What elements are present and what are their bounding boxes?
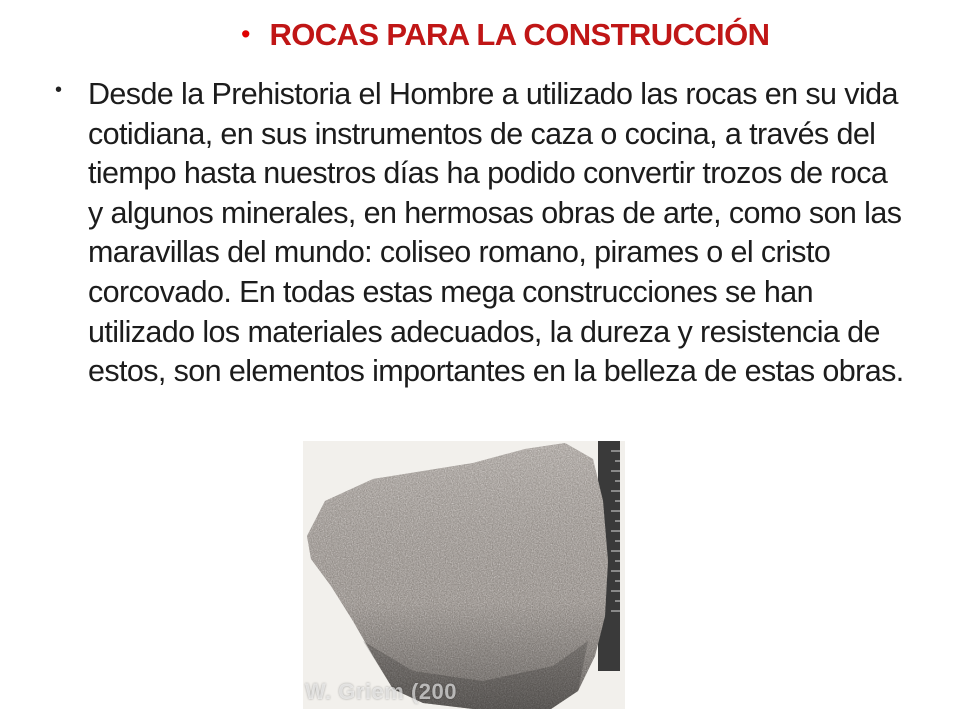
body-paragraph xyxy=(88,75,948,392)
body-line: utilizado los materiales adecuados, la dureza y resistencia de xyxy=(88,314,880,349)
body-line: tiempo hasta nuestros días ha podido convertir trozos de roca xyxy=(88,156,888,191)
title-row xyxy=(241,12,941,56)
title-bullet: • xyxy=(241,18,251,49)
body-line: Desde la Prehistoria el Hombre a utilizado las rocas en su vida xyxy=(88,77,898,111)
rock-photo xyxy=(303,441,625,709)
body-bullet: • xyxy=(55,79,63,101)
body-line: y algunos minerales, en hermosas obras de arte, como son las xyxy=(88,195,902,230)
granite-rock-image xyxy=(303,441,625,709)
photo-credit-watermark: W. Griem (200 xyxy=(305,679,458,704)
body-line: corcovado. En todas estas mega construcciones se han xyxy=(88,274,813,309)
body-line: maravillas del mundo: coliseo romano, pirames o el cristo xyxy=(88,235,831,270)
body-line: estos, son elementos importantes en la belleza de estas obras. xyxy=(88,354,904,389)
slide-title: ROCAS PARA LA CONSTRUCCIÓN xyxy=(269,16,770,52)
body-line: cotidiana, en sus instrumentos de caza o cocina, a través del xyxy=(88,116,876,151)
